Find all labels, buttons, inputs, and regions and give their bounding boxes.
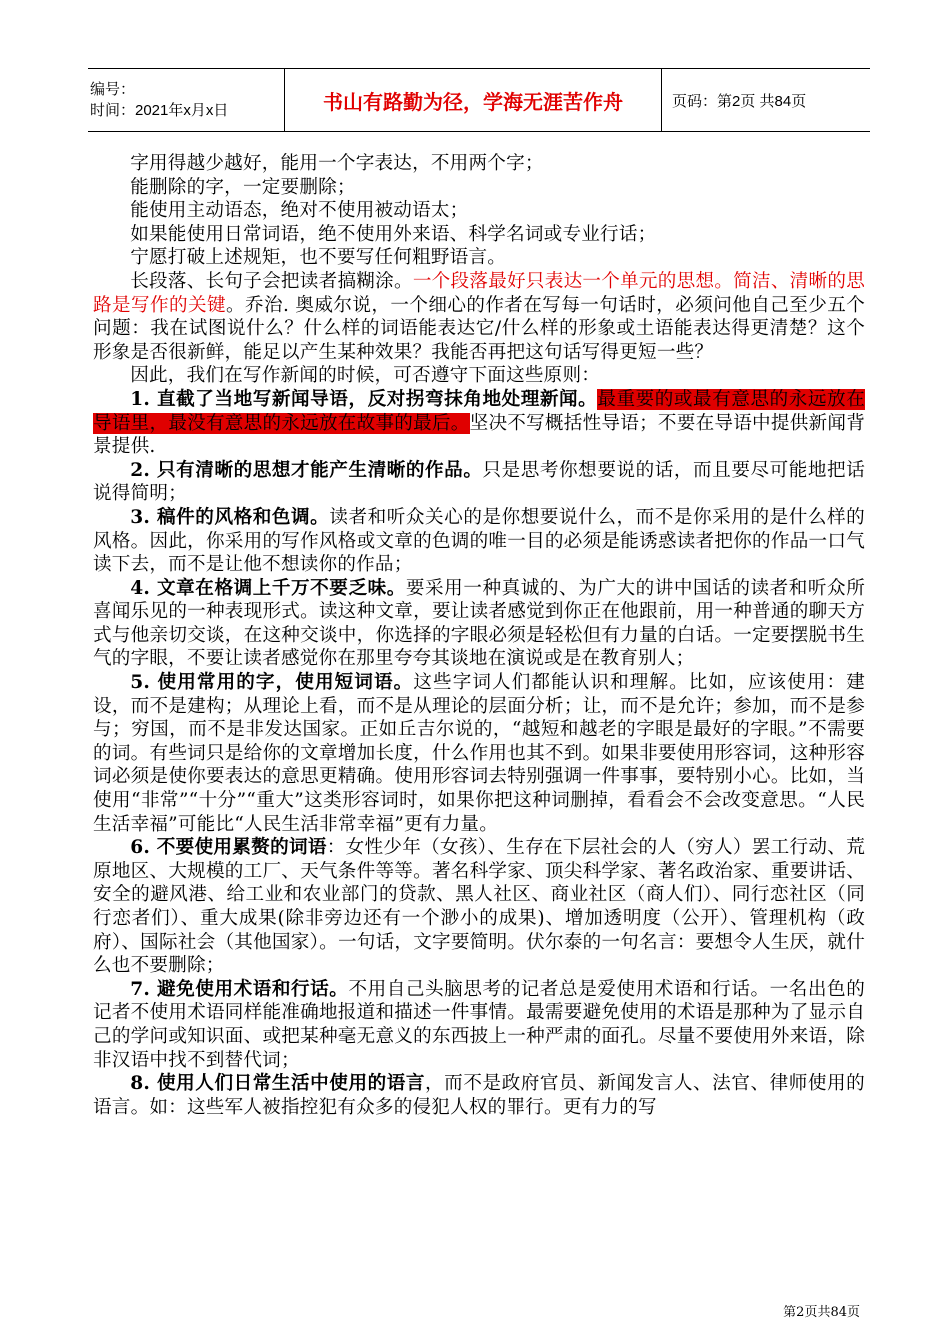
- rule-text: ，而不是政府官员、新闻发言人、法官、律师使用的语言。如：这些军人被指控犯有众多的侵犯人权的罪行。更有力的写: [93, 1073, 865, 1118]
- rule-heading: 6. 不要使用累赘的词语: [130, 837, 327, 859]
- rule-4: [93, 577, 865, 671]
- rule-text: 读者和听众关心的是你想要说什么，而不是你采用的是什么样的风格。因此，你采用的写作风格或文章的色调的唯一目的必须是能诱惑读者把你的作品一口气读下去，而不是让他不想读你的作品；: [93, 506, 865, 576]
- rule-6: [93, 836, 865, 978]
- paragraph-text: 。乔治. 奥威尔说，一个细心的作者在写每一句话时，必须问他自己至少五个问题：我在试图说什么？什么样的词语能表达它/什么样的形象或土语能表达得更清楚？这个形象是否很新鲜，能足以产生某种效果？我能否再把这句话写得更短一些？: [93, 294, 865, 363]
- rule-heading: 7. 避免使用术语和行话。: [130, 978, 349, 1000]
- paragraph: 如果能使用日常词语，绝不使用外来语、科学名词或专业行话；: [130, 223, 657, 245]
- document-time: 时间：2021年x月x日: [90, 102, 229, 119]
- rule-1: [93, 388, 865, 459]
- paragraph-text: 长段落、长句子会把读者搞糊涂。: [130, 270, 413, 292]
- page-number-text: 页码：第2页 共84页: [672, 92, 807, 110]
- header-motto: [284, 69, 662, 131]
- rule-5: [93, 671, 865, 836]
- header-page-number: [662, 69, 870, 131]
- paragraph: 能使用主动语态，绝对不使用被动语太；: [130, 200, 469, 222]
- rule-7: [93, 978, 865, 1072]
- header-meta: [88, 69, 284, 131]
- page-header: [88, 68, 870, 132]
- rule-text: 坚决不写概括性导语；不要在导语中提供新闻背景提供.: [93, 412, 865, 458]
- red-emphasis-text: 一个段落最好只表达一个单元的思想。简洁、清晰的思路是写作的关键: [93, 270, 865, 316]
- rule-text: 要采用一种真诚的、为广大的讲中国话的读者和听众所喜闻乐见的一种表现形式。读这种文章，要让读者感觉到你正在他跟前，用一种普通的聊天方式与他亲切交谈，在这种交谈中，你选择的字眼必须是轻松但有力量的白话。一定要摆脱书生气的字眼，不要让读者感觉你在那里夸夸其谈地在演说或是在教育别人；: [93, 577, 865, 670]
- rule-text: 不用自己头脑思考的记者总是爱使用术语和行话。一名出色的记者不使用术语同样能准确地报道和描述一件事情。最需要避免使用的术语是那种为了显示自己的学问或知识面、或把某种毫无意义的东西披上一种严肃的面孔。尽量不要使用外来语，除非汉语中找不到替代词；: [93, 978, 865, 1071]
- rule-heading: 1. 直截了当地写新闻导语，反对拐弯抹角地处理新闻。: [130, 388, 598, 410]
- rule-heading: 8. 使用人们日常生活中使用的语言: [130, 1073, 426, 1095]
- rule-heading: 4. 文章在格调上千万不要乏味。: [130, 577, 406, 599]
- rule-heading: 2. 只有清晰的思想才能产生清晰的作品。: [130, 459, 483, 481]
- paragraph: 字用得越少越好，能用一个字表达，不用两个字；: [130, 153, 544, 174]
- page-footer: 第2页共84页: [783, 1305, 860, 1320]
- rule-text: ：女性少年（女孩）、生存在下层社会的人（穷人）罢工行动、荒原地区、大规模的工厂、天气条件等等。著名科学家、顶尖科学家、著名政治家、重要讲话、安全的避风港、给工业和农业部门的贷款、黑人社区、商业社区（商人们）、同行恋社区（同行恋者们）、重大成果(除非旁边还有一个渺小的成果)、增加透明度（公开）、管理机构（政府）、国际社会（其他国家）。一句话，文字要简明。伏尔泰的一句名言：要想令人生厌，就什么也不要删除；: [93, 837, 865, 977]
- document-number: 编号：: [90, 81, 136, 98]
- document-body: [93, 152, 865, 1119]
- rule-3: [93, 506, 865, 577]
- paragraph: 因此，我们在写作新闻的时候，可否遵守下面这些原则：: [130, 365, 601, 387]
- rule-2: [93, 459, 865, 506]
- paragraph: 能删除的字，一定要删除；: [130, 176, 356, 198]
- rule-text: 这些字词人们都能认识和理解。比如，应该使用：建设，而不是建构；从理论上看，而不是从理论的层面分析；让，而不是允许；参加，而不是参与；穷国，而不是非发达国家。正如丘吉尔说的，“越短和越老的字眼是最好的字眼。”不需要的词。有些词只是给你的文章增加长度，什么作用也其不到。如果非要使用形容词，这种形容词必须是使你要表达的意思更精确。使用形容词去特别强调一件事事，要特别小心。比如，当使用“非常”“十分”“重大”这类形容词时，如果你把这种词删掉，看看会不会改变意思。“人民生活幸福”可能比“人民生活非常幸福”更有力量。: [93, 672, 865, 835]
- rule-text: 只是思考你想要说的话，而且要尽可能地把话说得简明；: [93, 459, 865, 505]
- highlighted-text: 最重要的或最有意思的永远放在导语里，最没有意思的永远放在故事的最后。: [93, 388, 865, 434]
- rule-heading: 5. 使用常用的字，使用短词语。: [130, 672, 414, 694]
- paragraph: 宁愿打破上述规矩，也不要写任何粗野语言。: [130, 247, 507, 269]
- rule-heading: 3. 稿件的风格和色调。: [130, 506, 330, 528]
- motto-text: 书山有路勤为径，学海无涯苦作舟: [323, 89, 623, 114]
- paragraph: [93, 270, 865, 364]
- rule-8: [93, 1072, 865, 1119]
